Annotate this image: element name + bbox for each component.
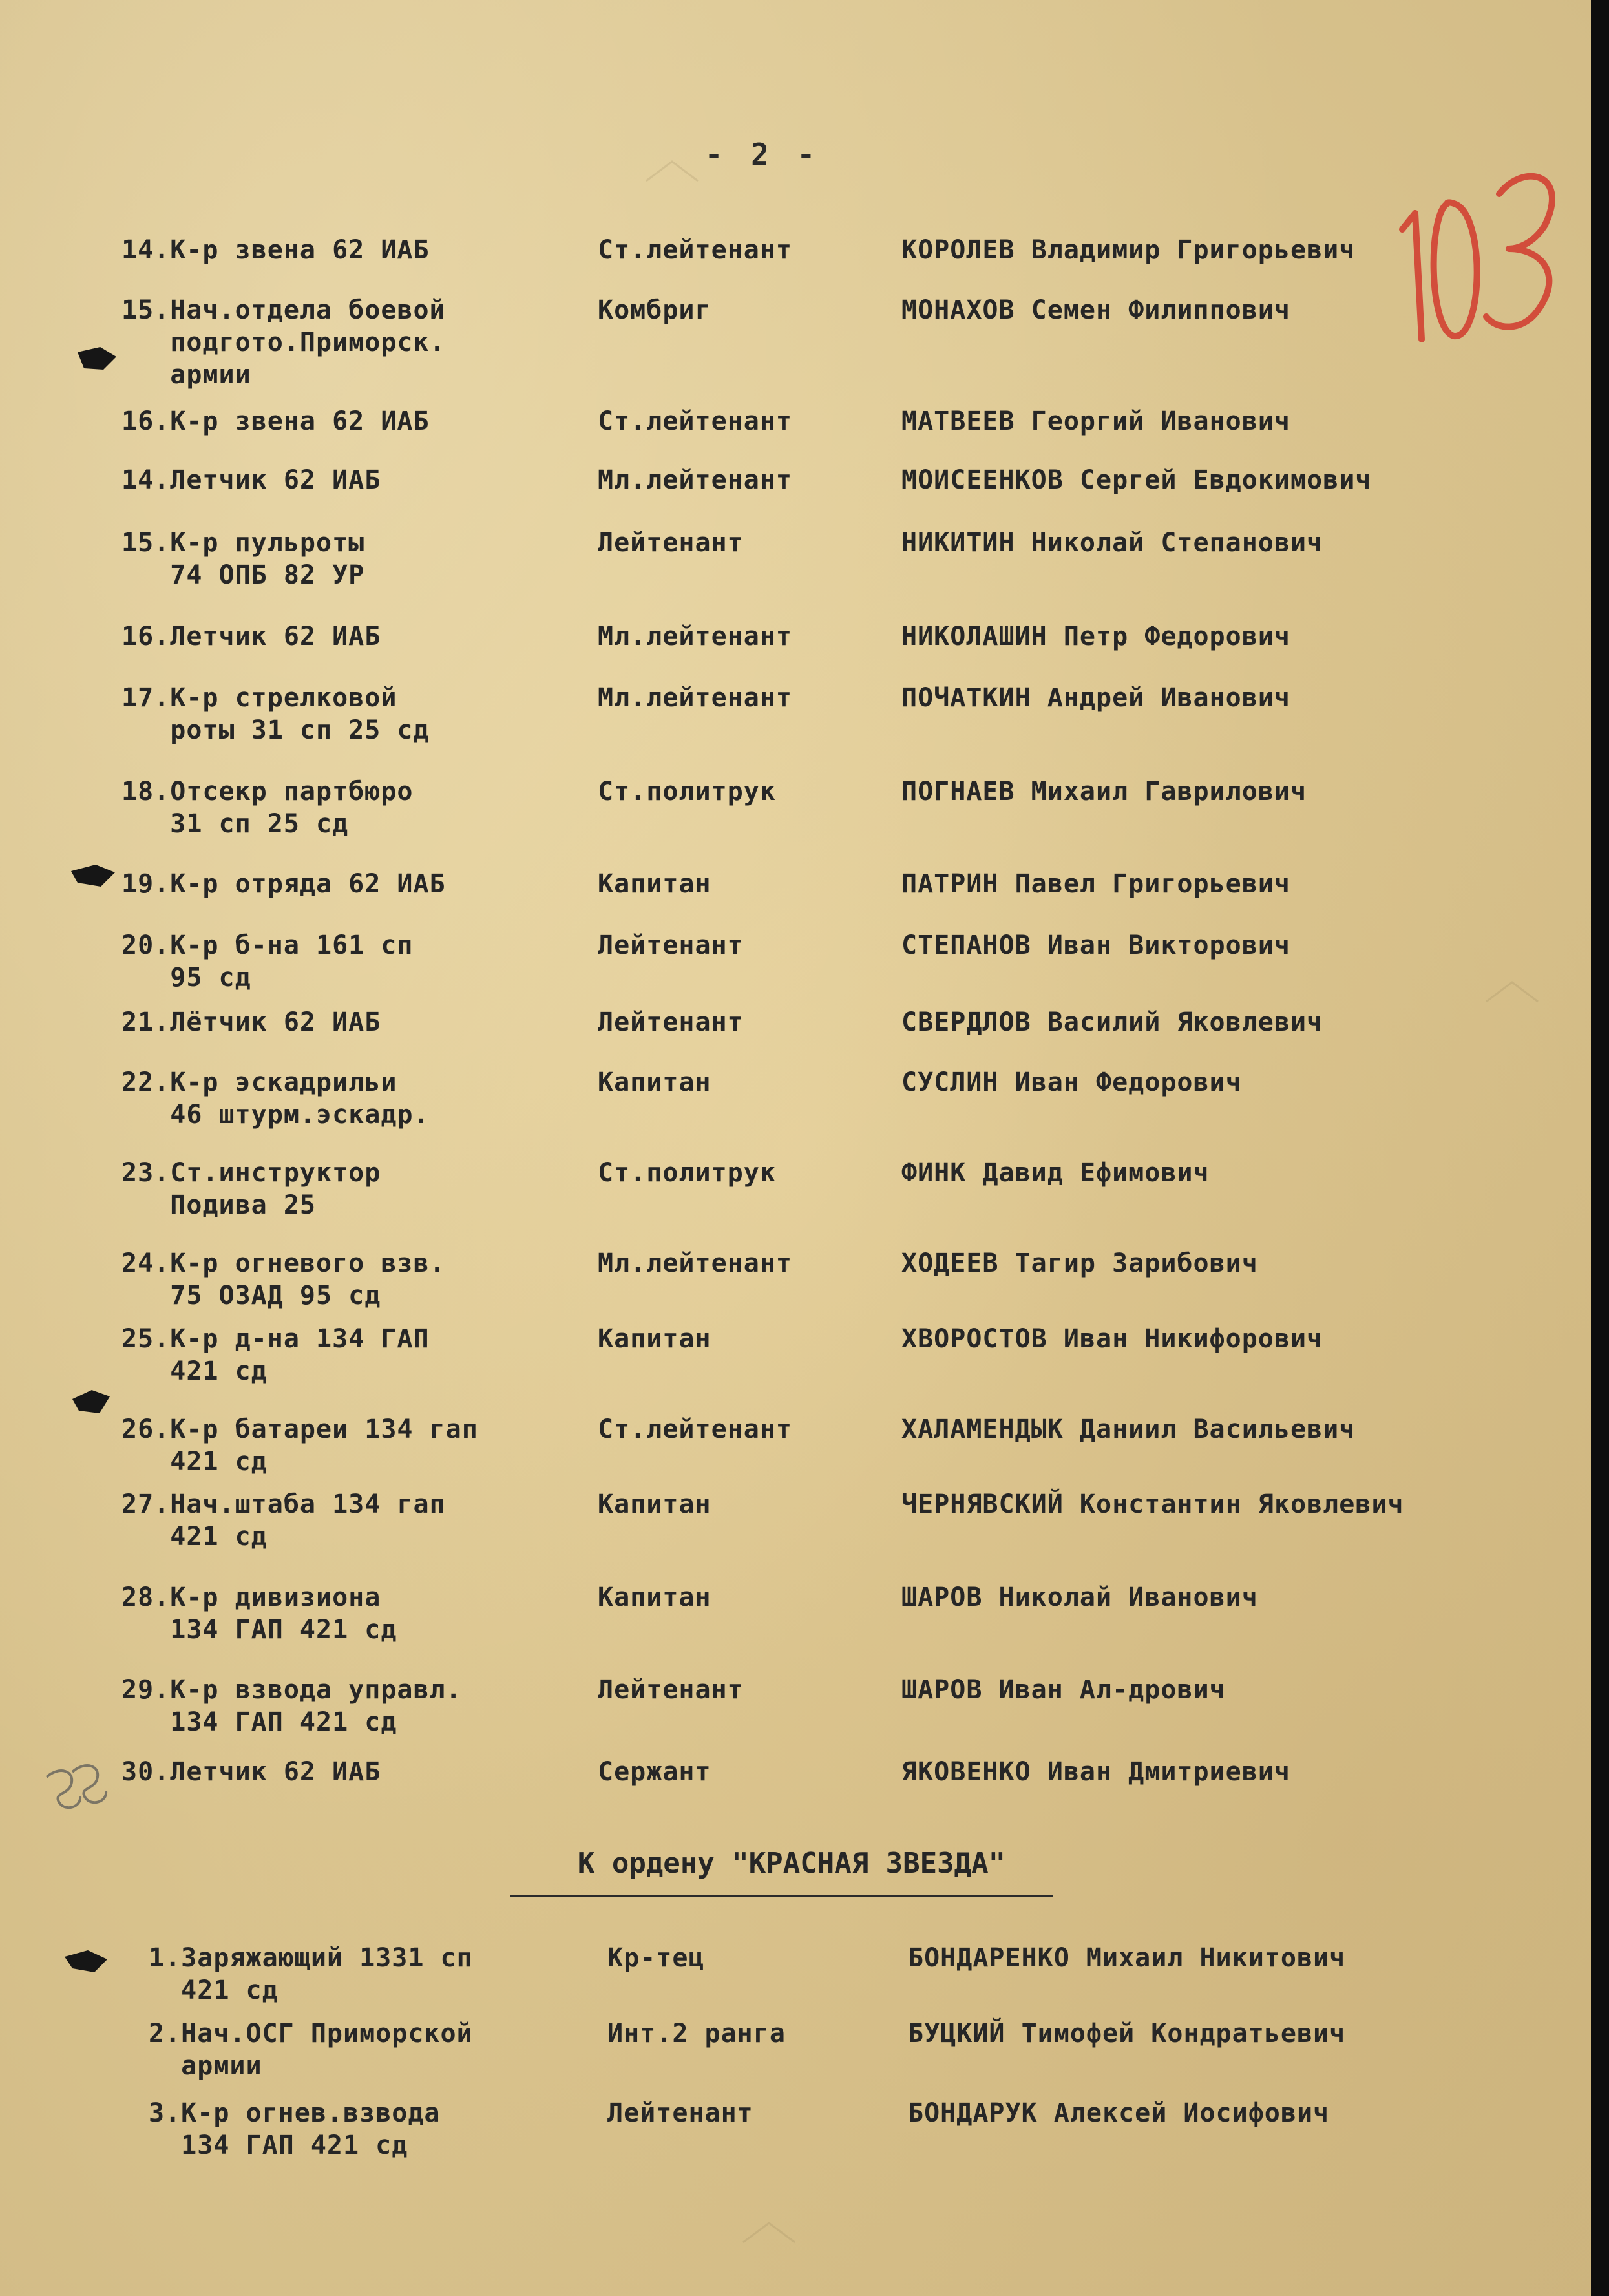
row-rank: Лейтенант xyxy=(598,931,744,960)
award-list-row xyxy=(0,1674,1591,1738)
award-list-row xyxy=(0,294,1591,390)
row-rank: Мл.лейтенант xyxy=(598,1248,792,1278)
row-position: 28.К-р дивизиона 134 ГАП 421 сд xyxy=(121,1583,397,1645)
section-underline xyxy=(510,1895,1053,1897)
row-name: ЯКОВЕНКО Иван Дмитриевич xyxy=(901,1757,1290,1787)
row-name: ЧЕРНЯВСКИЙ Константин Яковлевич xyxy=(901,1490,1404,1519)
row-name: ШАРОВ Николай Иванович xyxy=(901,1583,1258,1612)
row-name: ХОДЕЕВ Тагир Зарибович xyxy=(901,1248,1258,1278)
row-name: МОИСЕЕНКОВ Сергей Евдокимович xyxy=(901,465,1372,495)
row-position: 23.Ст.инструктор Подива 25 xyxy=(121,1158,381,1220)
row-position: 18.Отсекр партбюро 31 сп 25 сд xyxy=(121,777,414,839)
award-list-row xyxy=(0,1323,1591,1387)
row-position: 3.К-р огнев.взвода 134 ГАП 421 сд xyxy=(149,2098,441,2160)
row-position: 14.К-р звена 62 ИАБ xyxy=(121,235,430,265)
punch-hole xyxy=(72,1390,110,1413)
row-position: 27.Нач.штаба 134 гап 421 сд xyxy=(121,1490,446,1552)
award-list-row xyxy=(0,1157,1591,1221)
award-list-row xyxy=(0,682,1591,746)
row-rank: Лейтенант xyxy=(607,2098,753,2128)
award-list-row xyxy=(0,2017,1591,2082)
award-list-row xyxy=(0,1413,1591,1478)
row-name: КОРОЛЕВ Владимир Григорьевич xyxy=(901,235,1356,265)
row-rank: Ст.политрук xyxy=(598,1158,776,1188)
row-name: НИКОЛАШИН Петр Федорович xyxy=(901,622,1290,651)
row-position: 16.К-р звена 62 ИАБ xyxy=(121,406,430,436)
award-list-row xyxy=(0,1581,1591,1646)
award-list-row xyxy=(0,775,1591,840)
award-list-row xyxy=(0,1006,1591,1071)
section-title-red-star: К ордену "КРАСНАЯ ЗВЕЗДА" xyxy=(577,1847,1006,1880)
award-list-row xyxy=(0,2097,1591,2162)
award-list-row xyxy=(0,1488,1591,1553)
row-position: 17.К-р стрелковой роты 31 сп 25 сд xyxy=(121,683,430,745)
row-rank: Мл.лейтенант xyxy=(598,683,792,713)
row-rank: Комбриг xyxy=(598,295,711,325)
row-rank: Мл.лейтенант xyxy=(598,465,792,495)
row-position: 1.Заряжающий 1331 сп 421 сд xyxy=(149,1943,473,2005)
award-list-row xyxy=(0,868,1591,932)
award-list-row xyxy=(0,1247,1591,1312)
row-name: ПОГНАЕВ Михаил Гаврилович xyxy=(901,777,1307,806)
award-list-row xyxy=(0,929,1591,994)
row-name: МОНАХОВ Семен Филиппович xyxy=(901,295,1290,325)
page-number: - 2 - xyxy=(704,137,821,172)
row-rank: Ст.лейтенант xyxy=(598,1415,792,1444)
row-name: БОНДАРУК Алексей Иосифович xyxy=(908,2098,1330,2128)
row-name: МАТВЕЕВ Георгий Иванович xyxy=(901,406,1290,436)
row-rank: Лейтенант xyxy=(598,1675,744,1705)
row-position: 26.К-р батареи 134 гап 421 сд xyxy=(121,1415,478,1477)
row-name: НИКИТИН Николай Степанович xyxy=(901,528,1323,558)
row-rank: Ст.лейтенант xyxy=(598,235,792,265)
row-rank: Инт.2 ранга xyxy=(607,2019,786,2048)
row-position: 15.Нач.отдела боевой подгото.Приморск. армии xyxy=(121,295,446,390)
row-rank: Капитан xyxy=(598,1490,711,1519)
row-position: 21.Лётчик 62 ИАБ xyxy=(121,1007,381,1037)
row-position: 2.Нач.ОСГ Приморской армии xyxy=(149,2019,473,2081)
row-position: 24.К-р огневого взв. 75 ОЗАД 95 сд xyxy=(121,1248,446,1311)
row-rank: Капитан xyxy=(598,1068,711,1097)
row-rank: Мл.лейтенант xyxy=(598,622,792,651)
row-rank: Капитан xyxy=(598,1583,711,1612)
row-rank: Сержант xyxy=(598,1757,711,1787)
row-position: 16.Летчик 62 ИАБ xyxy=(121,622,381,651)
scan-edge xyxy=(1591,0,1609,2296)
award-list-row xyxy=(0,1066,1591,1131)
row-name: БУЦКИЙ Тимофей Кондратьевич xyxy=(908,2019,1346,2048)
row-rank: Кр-тец xyxy=(607,1943,705,1973)
award-list-row xyxy=(0,464,1591,529)
row-name: ШАРОВ Иван Ал-дрович xyxy=(901,1675,1226,1705)
row-position: 20.К-р б-на 161 сп 95 сд xyxy=(121,931,414,993)
row-position: 29.К-р взвода управл. 134 ГАП 421 сд xyxy=(121,1675,462,1737)
row-name: ПАТРИН Павел Григорьевич xyxy=(901,869,1290,899)
row-rank: Капитан xyxy=(598,1324,711,1354)
row-name: ХАЛАМЕНДЫК Даниил Васильевич xyxy=(901,1415,1356,1444)
row-name: БОНДАРЕНКО Михаил Никитович xyxy=(908,1943,1346,1973)
row-position: 25.К-р д-на 134 ГАП 421 сд xyxy=(121,1324,430,1386)
award-list-row xyxy=(0,527,1591,591)
row-name: ПОЧАТКИН Андрей Иванович xyxy=(901,683,1290,713)
row-name: СУСЛИН Иван Федорович xyxy=(901,1068,1242,1097)
row-position: 19.К-р отряда 62 ИАБ xyxy=(121,869,446,899)
row-name: ХВОРОСТОВ Иван Никифорович xyxy=(901,1324,1323,1354)
row-position: 14.Летчик 62 ИАБ xyxy=(121,465,381,495)
row-name: СВЕРДЛОВ Василий Яковлевич xyxy=(901,1007,1323,1037)
row-rank: Ст.политрук xyxy=(598,777,776,806)
award-list-row xyxy=(0,234,1591,299)
row-rank: Лейтенант xyxy=(598,1007,744,1037)
award-list-row xyxy=(0,620,1591,685)
award-list-row xyxy=(0,405,1591,470)
row-rank: Капитан xyxy=(598,869,711,899)
award-list-row xyxy=(0,1756,1591,1820)
row-rank: Ст.лейтенант xyxy=(598,406,792,436)
row-position: 22.К-р эскадрильи 46 штурм.эскадр. xyxy=(121,1068,430,1130)
row-rank: Лейтенант xyxy=(598,528,744,558)
award-list-row xyxy=(0,1942,1591,2006)
row-name: СТЕПАНОВ Иван Викторович xyxy=(901,931,1290,960)
row-name: ФИНК Давид Ефимович xyxy=(901,1158,1210,1188)
row-position: 15.К-р пульроты 74 ОПБ 82 УР xyxy=(121,528,365,590)
row-position: 30.Летчик 62 ИАБ xyxy=(121,1757,381,1787)
